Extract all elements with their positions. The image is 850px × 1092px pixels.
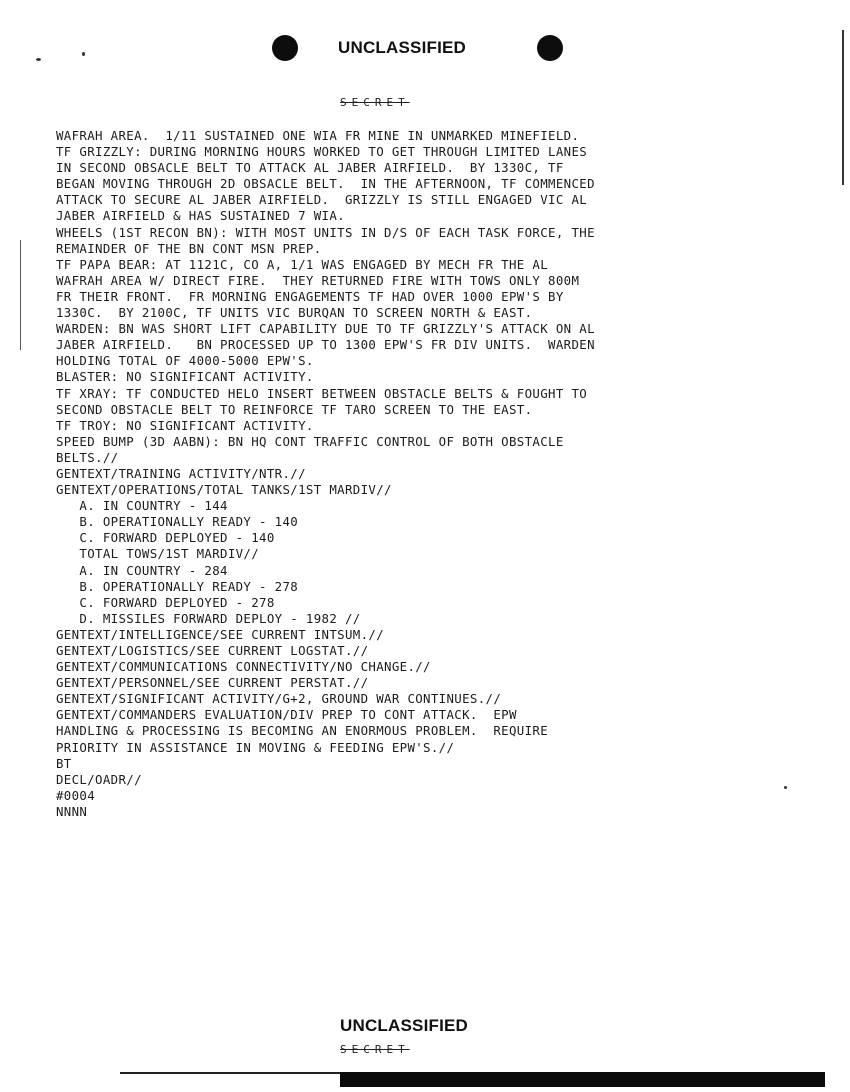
- message-line: TF PAPA BEAR: AT 1121C, CO A, 1/1 WAS ENGAGED BY MECH FR THE AL: [56, 256, 549, 272]
- message-line: JABER AIRFIELD & HAS SUSTAINED 7 WIA.: [56, 208, 345, 224]
- message-line: WAFRAH AREA. 1/11 SUSTAINED ONE WIA FR MINE IN UNMARKED MINEFIELD.: [56, 128, 580, 143]
- scan-speck: [82, 52, 85, 56]
- message-line: WARDEN: BN WAS SHORT LIFT CAPABILITY DUE TO TF GRIZZLY'S ATTACK ON AL: [56, 321, 595, 337]
- message-line: SECOND OBSTACLE BELT TO REINFORCE TF TARO SCREEN TO THE EAST.: [56, 401, 533, 417]
- message-line: FR THEIR FRONT. FR MORNING ENGAGEMENTS TF HAD OVER 1000 EPW'S BY: [56, 288, 564, 304]
- message-line: TOTAL TOWS/1ST MARDIV//: [56, 546, 260, 562]
- message-line: IN SECOND OBSACLE BELT TO ATTACK AL JABER AIRFIELD. BY 1330C, TF: [56, 160, 564, 176]
- message-line: 1330C. BY 2100C, TF UNITS VIC BURQAN TO SCREEN NORTH & EAST.: [56, 305, 533, 321]
- message-line: GENTEXT/TRAINING ACTIVITY/NTR.//: [56, 465, 306, 481]
- message-line: GENTEXT/COMMANDERS EVALUATION/DIV PREP TO CONT ATTACK. EPW: [56, 707, 517, 723]
- message-line: BLASTER: NO SIGNIFICANT ACTIVITY.: [56, 369, 314, 385]
- message-line: ATTACK TO SECURE AL JABER AIRFIELD. GRIZZLY IS STILL ENGAGED VIC AL: [56, 192, 588, 208]
- message-line: REMAINDER OF THE BN CONT MSN PREP.: [56, 240, 322, 256]
- message-line: B. OPERATIONALLY READY - 140: [56, 514, 299, 530]
- message-line: D. MISSILES FORWARD DEPLOY - 1982 //: [56, 610, 361, 626]
- scan-footer-bar: [340, 1072, 825, 1087]
- classification-dot-right: [537, 35, 563, 61]
- classification-dot-left: [272, 35, 298, 61]
- message-line: DECL/OADR//: [56, 771, 142, 787]
- message-line: C. FORWARD DEPLOYED - 140: [56, 530, 275, 546]
- footer-classification: UNCLASSIFIED: [340, 1016, 469, 1035]
- scan-edge-right: [842, 30, 844, 185]
- message-line: HOLDING TOTAL OF 4000-5000 EPW'S.: [56, 353, 314, 369]
- message-line: BT: [56, 755, 72, 771]
- message-line: GENTEXT/SIGNIFICANT ACTIVITY/G+2, GROUND WAR CONTINUES.//: [56, 691, 502, 707]
- message-line: TF GRIZZLY: DURING MORNING HOURS WORKED TO GET THROUGH LIMITED LANES: [56, 144, 588, 160]
- message-line: GENTEXT/COMMUNICATIONS CONNECTIVITY/NO CHANGE.//: [56, 659, 431, 675]
- message-line: BEGAN MOVING THROUGH 2D OBSACLE BELT. IN THE AFTERNOON, TF COMMENCED: [56, 176, 595, 192]
- message-line: TF TROY: NO SIGNIFICANT ACTIVITY.: [56, 417, 314, 433]
- message-line: PRIORITY IN ASSISTANCE IN MOVING & FEEDING EPW'S.//: [56, 739, 455, 755]
- message-line: JABER AIRFIELD. BN PROCESSED UP TO 1300 EPW'S FR DIV UNITS. WARDEN: [56, 337, 595, 353]
- message-line: BELTS.//: [56, 449, 119, 465]
- message-line: SPEED BUMP (3D AABN): BN HQ CONT TRAFFIC CONTROL OF BOTH OBSTACLE: [56, 433, 564, 449]
- message-line: GENTEXT/OPERATIONS/TOTAL TANKS/1ST MARDIV//: [56, 482, 392, 498]
- header-secret-marking: SECRET: [340, 96, 410, 109]
- message-body: [56, 128, 756, 820]
- footer-secret-marking: SECRET: [340, 1043, 410, 1056]
- scan-edge-left: [20, 240, 21, 350]
- message-line: GENTEXT/LOGISTICS/SEE CURRENT LOGSTAT.//: [56, 643, 369, 658]
- header-classification: UNCLASSIFIED: [338, 38, 467, 57]
- message-line: GENTEXT/INTELLIGENCE/SEE CURRENT INTSUM.//: [56, 626, 385, 642]
- message-line: B. OPERATIONALLY READY - 278: [56, 578, 299, 594]
- message-line: C. FORWARD DEPLOYED - 278: [56, 594, 275, 610]
- message-line: WAFRAH AREA W/ DIRECT FIRE. THEY RETURNED FIRE WITH TOWS ONLY 800M: [56, 272, 580, 288]
- scan-speck: [784, 786, 787, 789]
- message-line: HANDLING & PROCESSING IS BECOMING AN ENORMOUS PROBLEM. REQUIRE: [56, 723, 549, 739]
- message-line: NNNN: [56, 803, 88, 819]
- message-line: GENTEXT/PERSONNEL/SEE CURRENT PERSTAT.//: [56, 675, 369, 691]
- scan-speck: [36, 58, 41, 61]
- message-line: WHEELS (1ST RECON BN): WITH MOST UNITS IN D/S OF EACH TASK FORCE, THE: [56, 224, 595, 240]
- scan-footer-line: [120, 1072, 340, 1074]
- message-line: TF XRAY: TF CONDUCTED HELO INSERT BETWEEN OBSTACLE BELTS & FOUGHT TO: [56, 385, 588, 401]
- message-line: A. IN COUNTRY - 144: [56, 498, 228, 514]
- message-line: #0004: [56, 787, 96, 803]
- message-line: A. IN COUNTRY - 284: [56, 562, 228, 578]
